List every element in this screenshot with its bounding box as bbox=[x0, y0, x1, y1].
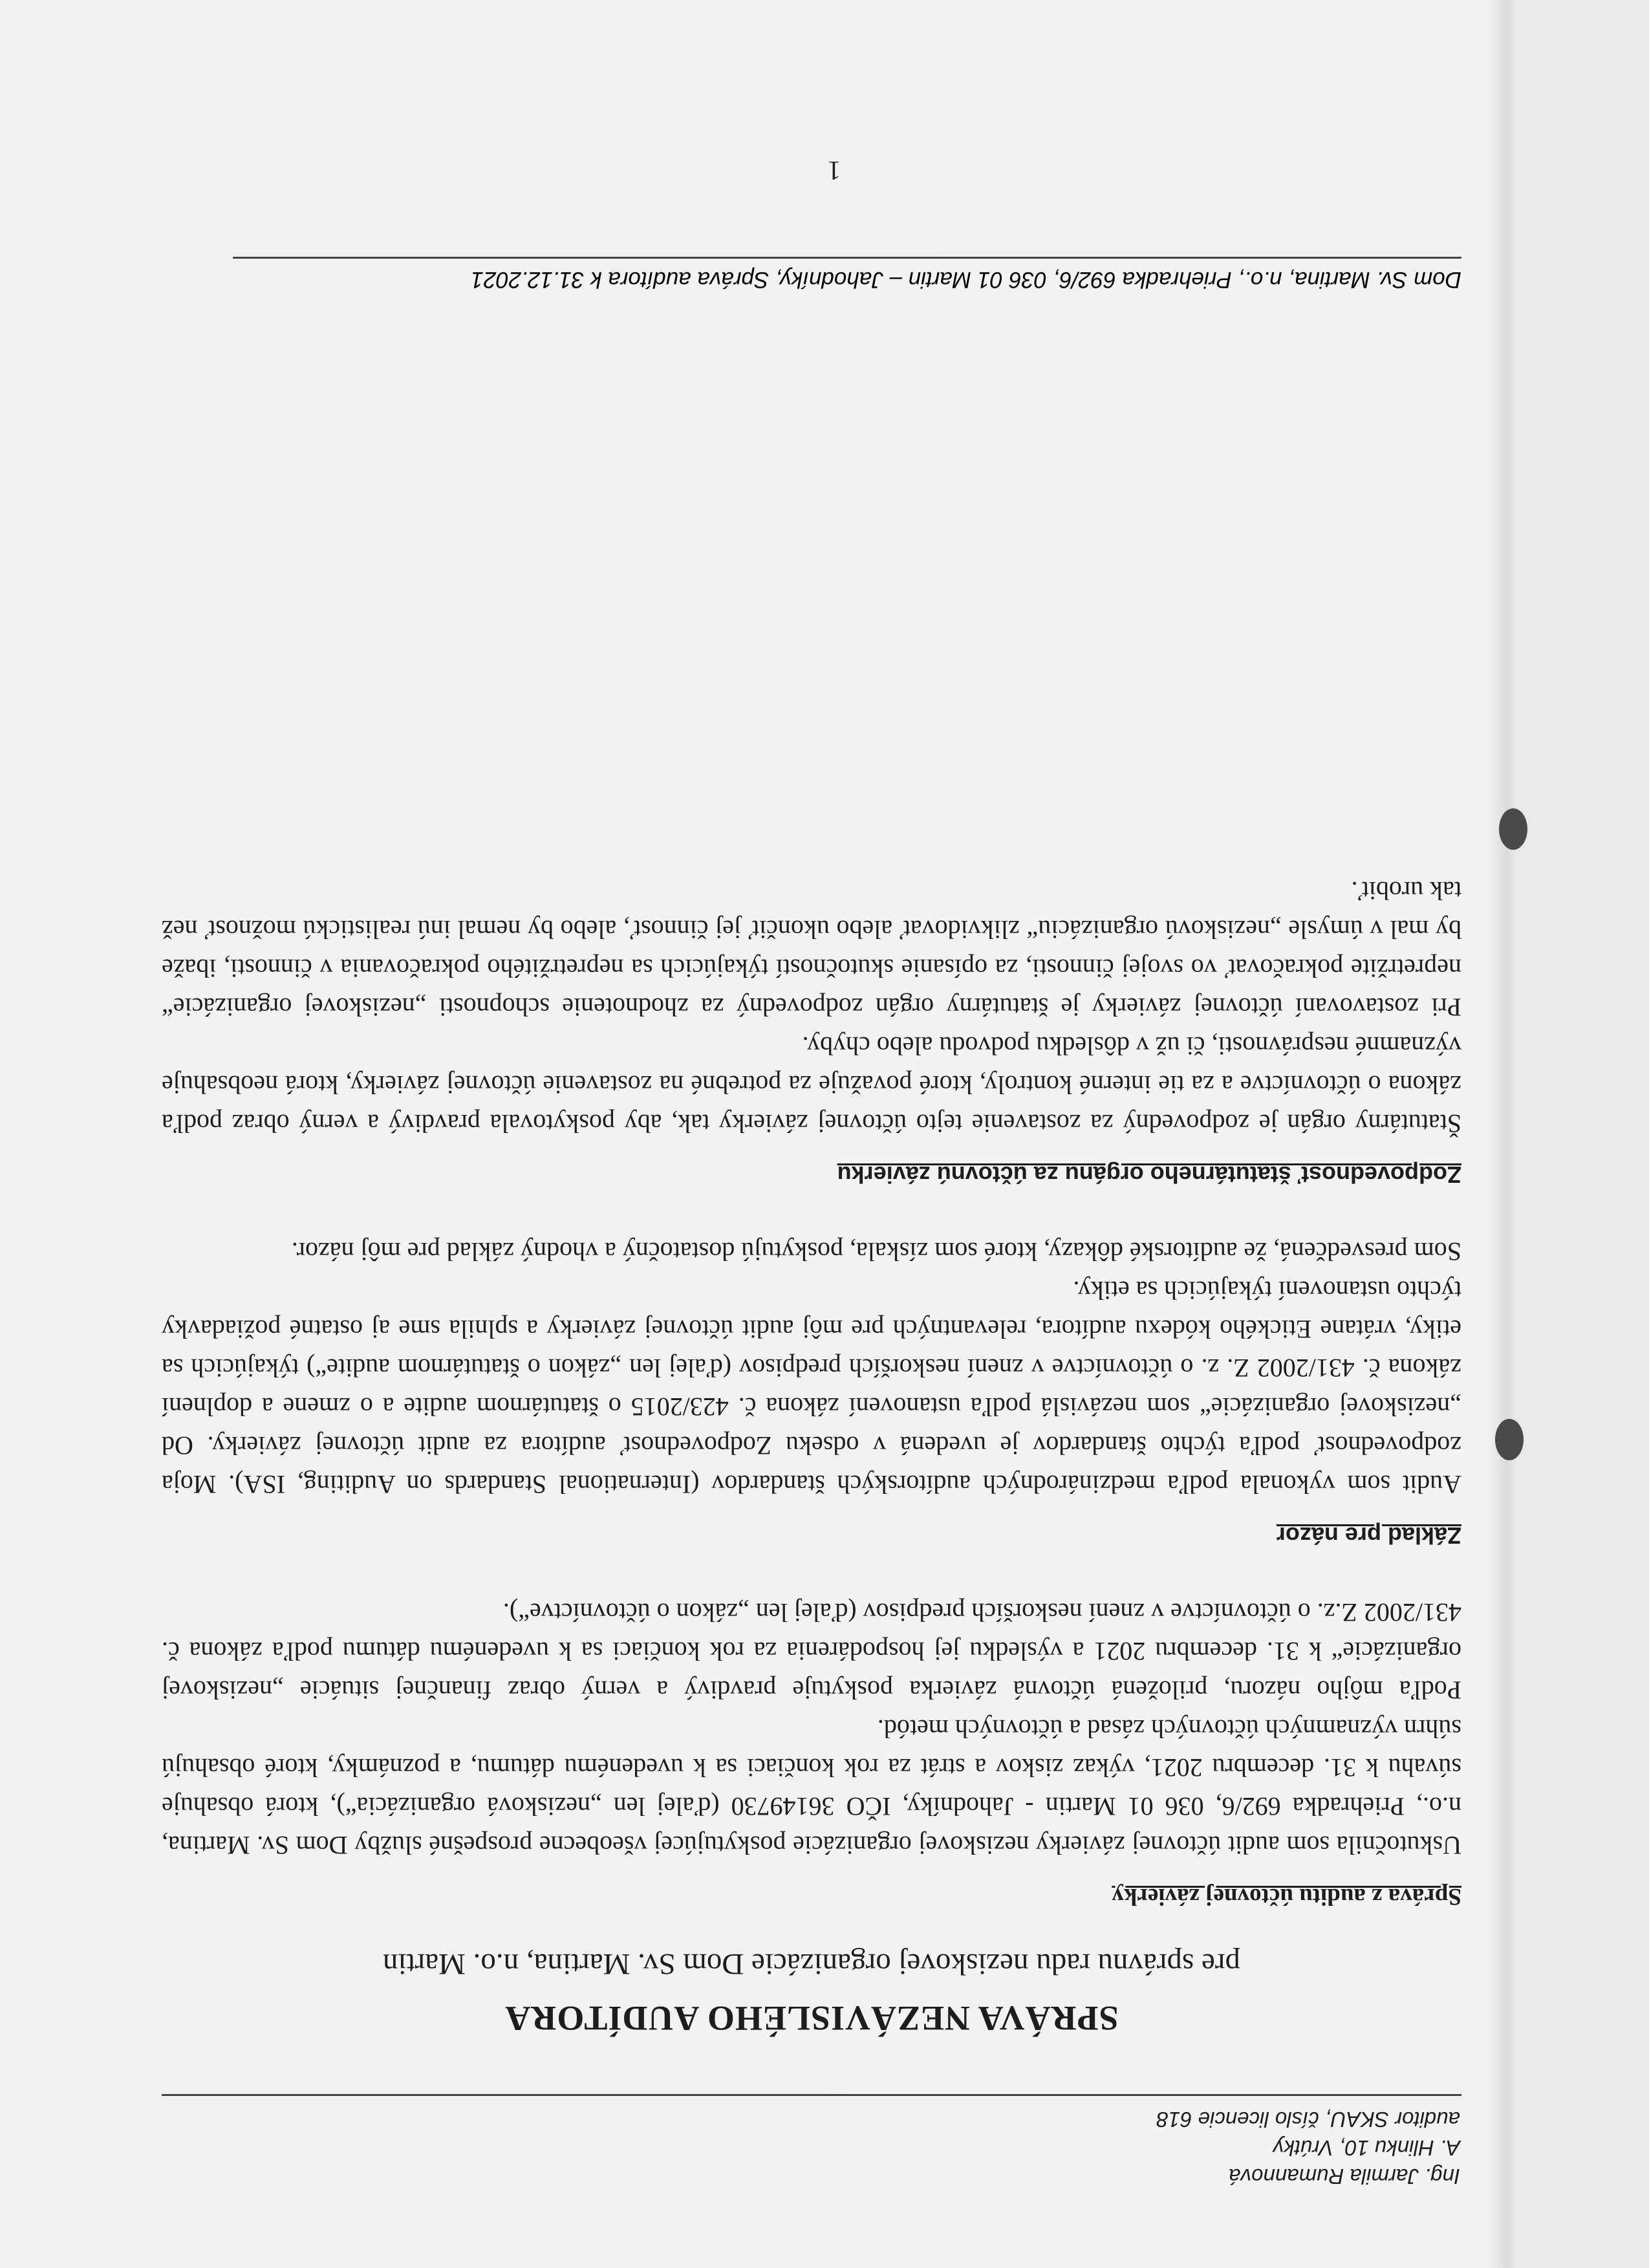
letterhead bbox=[162, 2094, 1461, 2190]
section-heading-audit-report: Správa z auditu účtovnej závierky bbox=[1112, 1883, 1461, 1910]
letterhead-divider bbox=[162, 2094, 1461, 2096]
page-number: 1 bbox=[827, 155, 841, 185]
section-heading-basis: Základ pre názor bbox=[1276, 1522, 1461, 1549]
footer-text: Dom Sv. Martina, n.o., Priehradka 692/6, 036 01 Martin – Jahodníky, Správa audítora k 31.12.2021 bbox=[471, 267, 1461, 292]
report-title: SPRÁVA NEZÁVISLÉHO AUDÍTORA bbox=[504, 1999, 1119, 2038]
paragraph: Audit som vykonala podľa medzinárodných audítorských štandardov (International Standards on Auditing, ISA). Moja zodpovednosť podľa týchto štandardov je uvedená v odseku Zodpovednosť audítora za audit účtovnej závierky. Od „neziskovej organizácie“ som nezávislá podľa ustanovení zákona č. 423/2015 o štatutárnom audite a o zmene a doplnení zákona č. 431/2002 Z. z. o účtovníctve v znení neskorších predpisov (ďalej len „zákon o štatutárnom audite“) týkajúcich sa etiky, vrátane Etického kódexu audítora, relevantných pre môj audit účtovnej závierky a splnila sme aj ostatné požiadavky týchto ustanovení týkajúcich sa etiky. bbox=[162, 1276, 1461, 1499]
letterhead-name: Ing. Jarmila Rumannová bbox=[1229, 2165, 1460, 2188]
page-footer bbox=[233, 257, 1461, 292]
report-subtitle: pre správnu radu neziskovej organizácie Dom Sv. Martina, n.o. Martin bbox=[382, 1947, 1241, 1981]
paragraph: Pri zostavovaní účtovnej závierky je štatutárny orgán zodpovedný za zhodnotenie schopnosti „neziskovej organizácie“ nepretržite pokračovať vo svojej činnosti, za opísanie skutočností týkajúcich sa nepretržitého pokračovania v činnosti, ibaže by mal v úmysle „neziskovú organizáciu“ zlikvidovať alebo ukončiť jej činnosť, alebo by nemal inú realistickú možnosť než tak urobiť. bbox=[162, 876, 1461, 1022]
section-heading-responsibility: Zodpovednosť štatutárneho orgánu za účtovnú závierku bbox=[837, 1161, 1461, 1188]
document-body bbox=[162, 871, 1461, 2190]
footer-divider bbox=[233, 257, 1461, 259]
letterhead-address: A. Hlinku 10, Vrútky bbox=[1273, 2136, 1460, 2160]
letterhead-license: auditor SKAU, číslo licencie 618 bbox=[1156, 2108, 1460, 2132]
paragraph: Uskutočnila som audit účtovnej závierky neziskovej organizácie poskytujúcej všeobecne prospešné služby Dom Sv. Martina, n.o., Priehradka 692/6, 036 01 Martin - Jahodníky, IČO 36149730 (ďalej len „nezisková organizácia“), ktorá obsahuje súvahu k 31. decembru 2021, výkaz ziskov a strát za rok končiaci sa k uvedenému dátumu, a poznámky, ktoré obsahujú súhrn významných účtovných zásad a účtovných metód. bbox=[162, 1714, 1461, 1860]
paragraph: Štatutárny orgán je zodpovedný za zostavenie tejto účtovnej závierky tak, aby poskytovala pravdivý a verný obraz podľa zákona o účtovníctve a za tie interné kontroly, ktoré považuje za potrebné na zostavenie účtovnej závierky, ktorá neobsahuje významné nesprávnosti, či už v dôsledku podvodu alebo chyby. bbox=[162, 1031, 1461, 1138]
paragraph: Som presvedčená, že audítorské dôkazy, ktoré som získala, poskytujú dostatočný a vhodný základ pre môj názor. bbox=[291, 1237, 1461, 1266]
paragraph: Podľa môjho názoru, priložená účtovná závierka poskytuje pravdivý a verný obraz finančnej situácie „neziskovej organizácie“ k 31. decembru 2021 a výsledku jej hospodárenia za rok končiaci sa k uvedenému dátumu podľa zákona č. 431/2002 Z.z. o účtovníctve v znení neskorších predpisov (ďalej len „zákon o účtovníctve“). bbox=[162, 1598, 1461, 1705]
